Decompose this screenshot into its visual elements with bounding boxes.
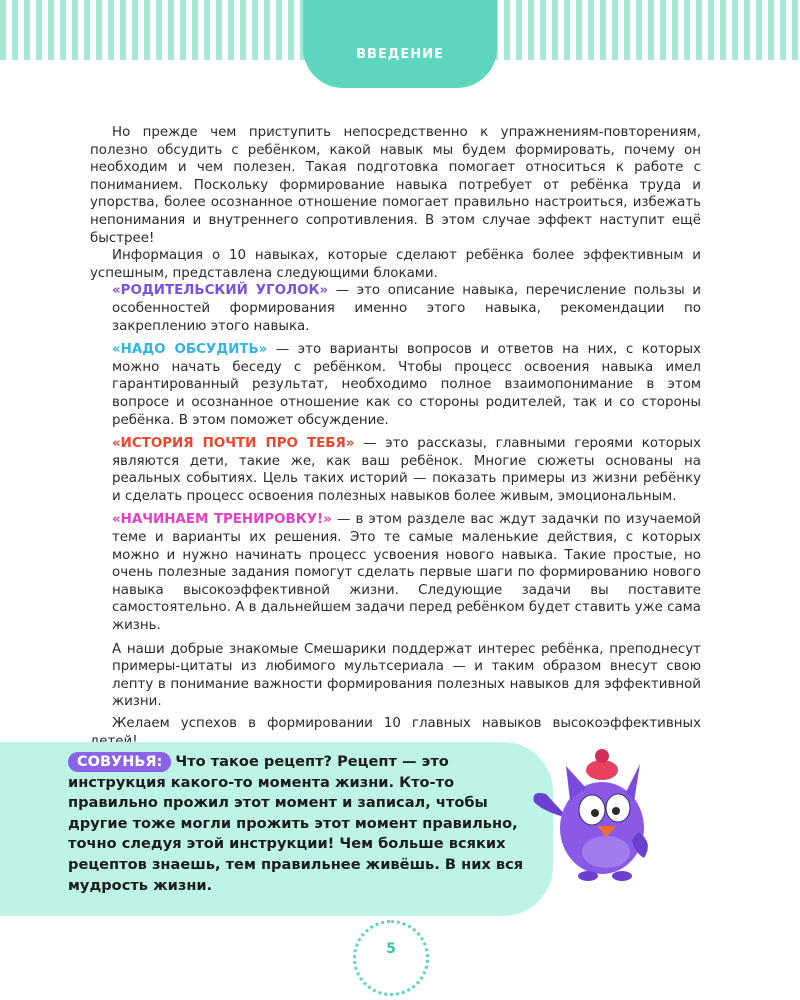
block-text-parents-corner: — это описание навыка, перечисление пользы и особенностей формирования именно этого навыка, рекомендации по закреплению этого навыка. xyxy=(112,283,701,334)
block-story xyxy=(112,435,701,505)
block-title-story: «ИСТОРИЯ ПОЧТИ ПРО ТЕБЯ» xyxy=(112,436,355,452)
block-title-training: «НАЧИНАЕМ ТРЕНИРОВКУ!» xyxy=(112,512,332,528)
block-text-training: — в этом разделе вас ждут задачки по изучаемой теме и варианты их решения. Это те самые маленькие действия, с которых можно и нужно начинать процесс усвоения нового навыка. Такие простые, но очень полезные задания помогут сделать первые шаги по формированию нового навыка высокоэффективной жизни. Следующие задачи вы поставите самостоятельно. А в дальнейшем задачи перед ребёнком будет ставить уже сама жизнь. xyxy=(112,512,701,634)
paragraph-blocks-info: Информация о 10 навыках, которые сделают ребёнка более эффективным и успешным, представлена следующими блоками. xyxy=(90,248,701,281)
sovunya-owl-illustration xyxy=(526,742,686,892)
block-training xyxy=(112,511,701,634)
paragraph-intro: Но прежде чем приступить непосредственно к упражнениям-повторениям, полезно обсудить с ребёнком, какой навык мы будем формировать, почему он необходим и чем полезен. Такая подготовка помогает относиться к работе с пониманием. Поскольку формирование навыка потребует от ребёнка труда и упорства, более осознанное отношение помогает правильно настроиться, избежать непонимания и внутреннего сопротивления. В этом случае эффект наступит ещё быстрее! xyxy=(90,125,701,246)
quote-text: Что такое рецепт? Рецепт — это инструкция какого-то момента жизни. Кто-то правильно прожил этот момент и записал, чтобы другие тоже могли прожить этот момент правильно, точно следуя этой инструкции! Чем больше всяких рецептов знаешь, тем правильнее живёшь. В них вся мудрость жизни. xyxy=(68,753,524,894)
quote-speaker-badge: СОВУНЬЯ: xyxy=(68,752,171,772)
quote xyxy=(68,752,548,896)
block-parents-corner xyxy=(112,282,701,335)
page-number-badge xyxy=(353,920,429,996)
section-tab xyxy=(303,0,497,88)
page-number: 5 xyxy=(386,941,396,957)
block-text-story: — это рассказы, главными героями которых являются дети, такие же, как ваш ребёнок. Многие сюжеты основаны на реальных событиях. Цель таких историй — показать примеры из жизни ребёнку и сделать процесс освоения полезных навыков более живым, эмоциональным. xyxy=(112,436,702,504)
section-label: ВВЕДЕНИЕ xyxy=(356,47,444,62)
block-title-discuss: «НАДО ОБСУДИТЬ» xyxy=(112,342,268,358)
main-text xyxy=(90,124,701,750)
paragraph-wish: Желаем успехов в формировании 10 главных навыков высокоэффективных xyxy=(112,716,701,731)
block-discuss xyxy=(112,341,701,429)
paragraph-smeshariki: А наши добрые знакомые Смешарики поддержат интерес ребёнка, преподнесут примеры-цитаты из любимого мультсериала — и таким образом внесут свою лепту в понимание важности формирования полезных навыков для эффективной жизни. xyxy=(112,641,701,710)
block-title-parents-corner: «РОДИТЕЛЬСКИЙ УГОЛОК» xyxy=(112,283,329,299)
block-text-discuss: — это варианты вопросов и ответов на них, с которых можно начать беседу с ребёнком. Чтобы процесс освоения навыка имел гарантированный результат, необходимо полное взаимопонимание в этом вопросе и осознанное отношение как со стороны родителей, так и со стороны ребёнка. В этом поможет обсуждение. xyxy=(112,342,701,428)
